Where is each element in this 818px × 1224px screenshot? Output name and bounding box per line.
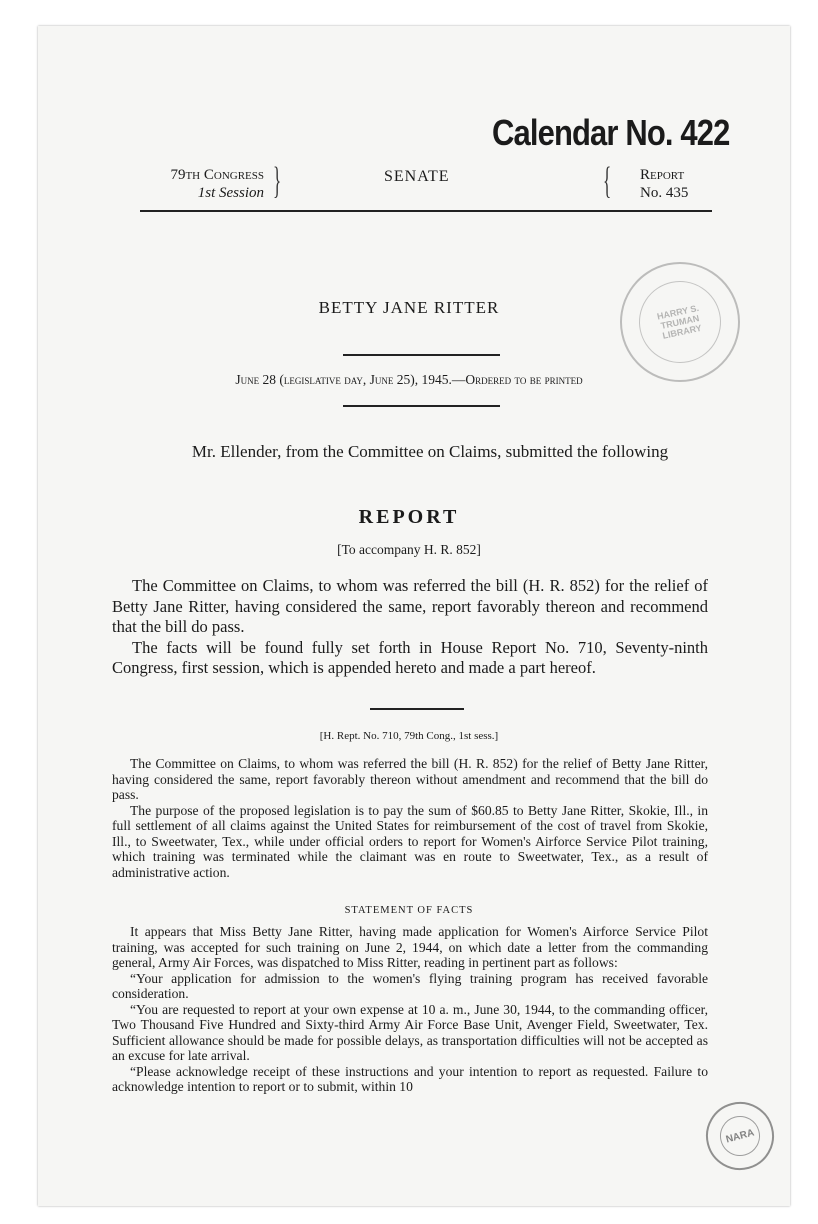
house-paragraph: The Committee on Claims, to whom was referred the bill (H. R. 852) for the relief of Betty Jane Ritter, having considered the same, report favorably thereon without amendment and recommend that the bill do pass. <box>112 756 708 802</box>
nara-stamp-text: NARA <box>724 1126 756 1146</box>
document-title: BETTY JANE RITTER <box>318 298 500 317</box>
dateline: June 28 (legislative day, June 25), 1945.—Ordered to be printed <box>235 372 583 387</box>
facts-paragraph: “Your application for admission to the women's flying training program has received favorable consideration. <box>112 970 708 1001</box>
right-brace-icon: { <box>603 160 612 202</box>
facts-paragraph: “You are requested to report at your own expense at 10 a. m., June 30, 1944, to the commanding officer, Two Thousand Five Hundred and Sixty-third Army Air Force Base Unit, Avenger Field, Sweetwater, Tex. Sufficient allowance should be made for possible delays, as transportation difficulties will not be accepted as an excuse for late arrival. <box>112 1001 708 1063</box>
report-no: No. 435 <box>640 185 689 201</box>
left-brace-icon: } <box>273 160 282 202</box>
facts-paragraph: “Please acknowledge receipt of these instructions and your intention to report as requested. Failure to acknowledge intention to report or to submit, within 10 <box>112 1063 708 1094</box>
report-heading: REPORT <box>358 506 460 528</box>
library-seal-inner <box>631 273 728 370</box>
report-label: Report <box>640 167 685 183</box>
facts-body <box>112 924 708 1095</box>
chamber-label: SENATE <box>384 168 450 185</box>
nara-stamp-inner <box>716 1112 765 1161</box>
senate-paragraph: The Committee on Claims, to whom was referred the bill (H. R. 852) for the relief of Betty Jane Ritter, having considered the same, report favorably thereon and recommend that the bill do pass. <box>112 576 708 636</box>
section-rule <box>370 708 464 710</box>
house-report-reference: [H. Rept. No. 710, 79th Cong., 1st sess.] <box>319 730 499 742</box>
house-paragraph: The purpose of the proposed legislation is to pay the sum of $60.85 to Betty Jane Ritter, Skokie, Ill., in full settlement of all claims against the United States for reimbursement of the cost of travel from Skokie, Ill., to Sweetwater, Tex., while under official orders to report for Women's Airforce Service Pilot training, which training was terminated while the claimant was en route to Sweetwater, Tex., as a result of administrative action. <box>112 802 708 880</box>
house-report-body <box>112 756 708 880</box>
accompany-note: [To accompany H. R. 852] <box>337 542 481 557</box>
calendar-number: Calendar No. 422 <box>492 112 730 153</box>
library-seal-text: HARRY S. TRUMAN LIBRARY <box>656 302 703 341</box>
facts-paragraph: It appears that Miss Betty Jane Ritter, having made application for Women's Airforce Service Pilot training, was accepted for such training on June 2, 1944, on which date a letter from the commanding general, Army Air Forces, was dispatched to Miss Ritter, reading in pertinent part as follows: <box>112 924 708 970</box>
senate-report-body <box>112 576 708 679</box>
congress-label: 79th Congress <box>170 167 264 183</box>
senate-paragraph: The facts will be found fully set forth in House Report No. 710, Seventy-ninth Congress, first session, which is appended hereto and made a part hereof. <box>112 637 708 677</box>
header-rule <box>140 210 712 212</box>
congress-session <box>140 166 264 202</box>
report-number <box>640 166 710 202</box>
statement-heading: STATEMENT OF FACTS <box>344 905 474 916</box>
submitted-line: Mr. Ellender, from the Committee on Claims, submitted the following <box>191 442 669 461</box>
session-label: 1st Session <box>197 185 264 201</box>
dateline-rule <box>343 405 500 407</box>
title-rule <box>343 354 500 356</box>
